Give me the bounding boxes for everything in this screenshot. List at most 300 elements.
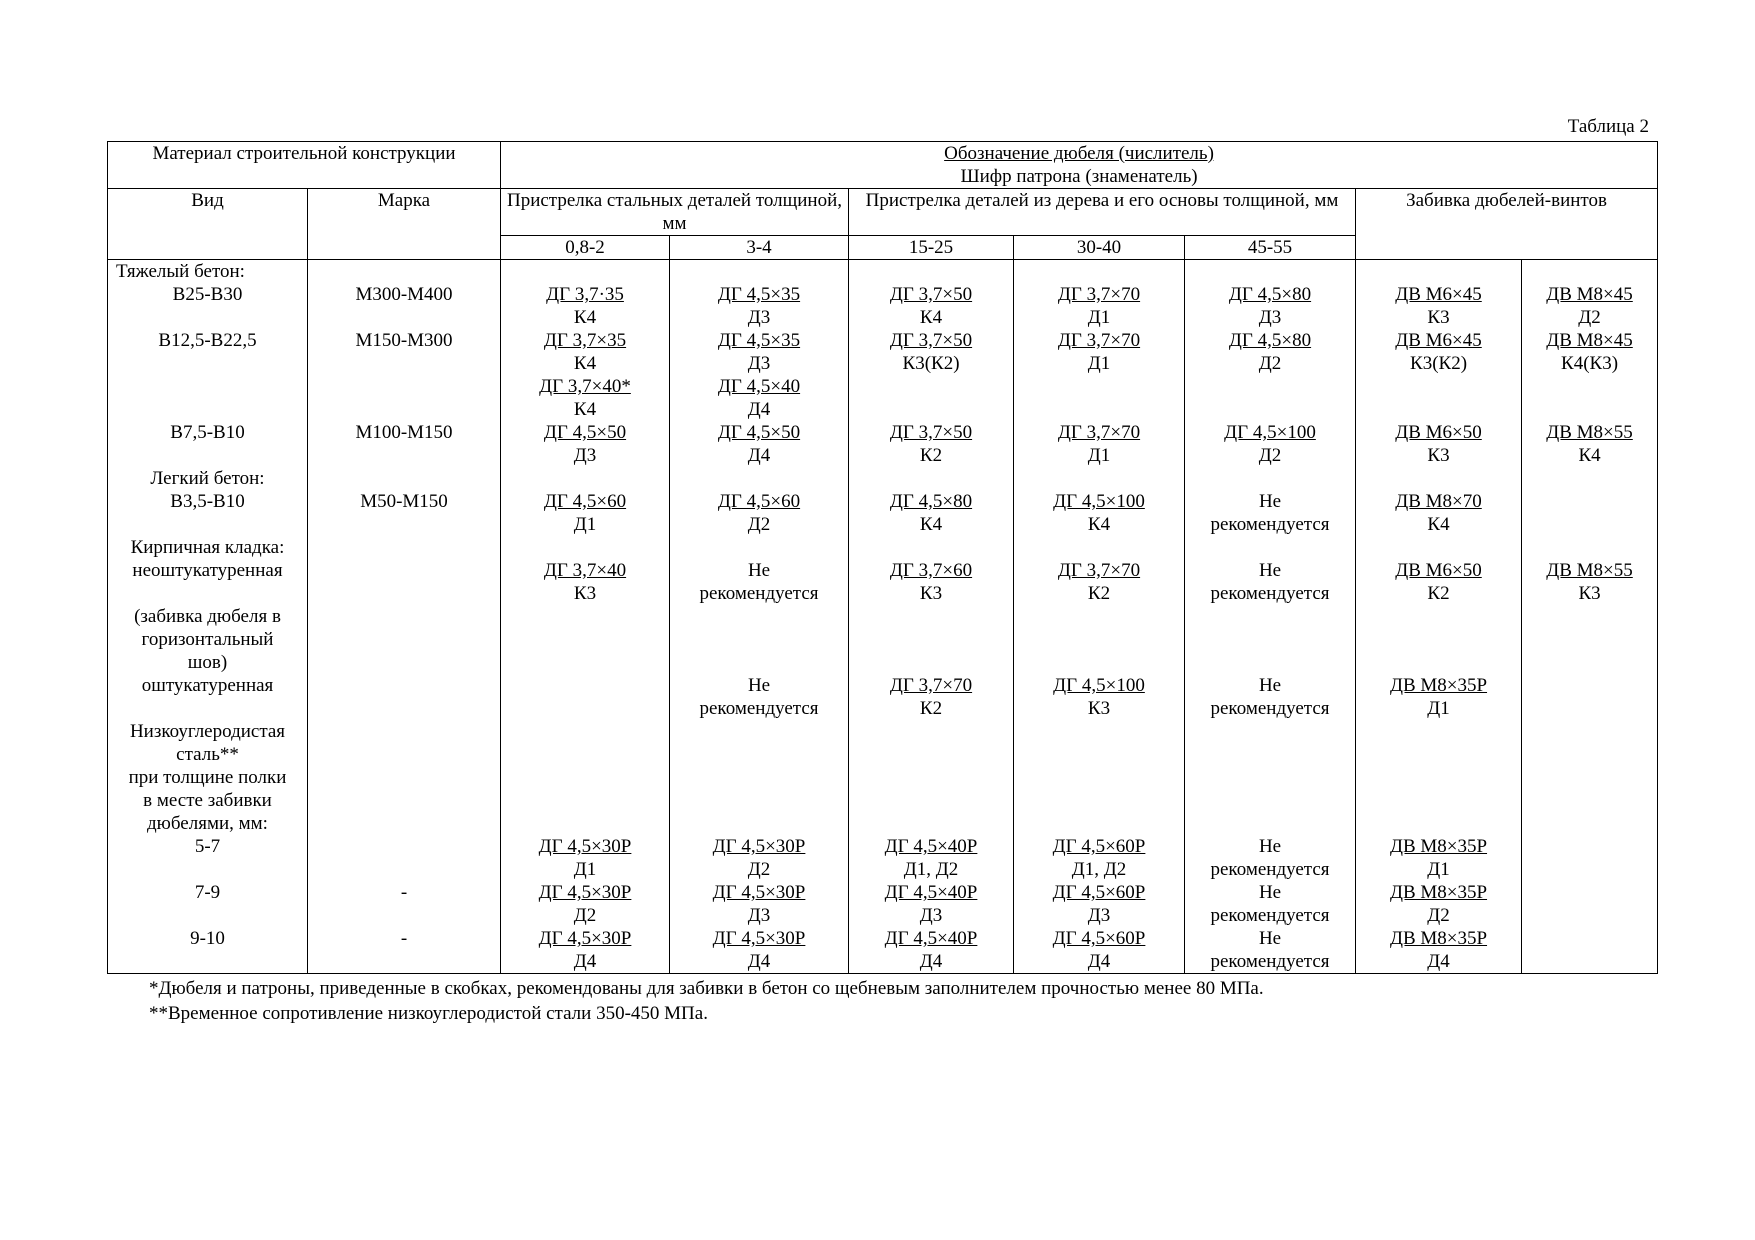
table-cell-line: К3(К2): [1410, 353, 1468, 374]
table-cell-line: Д4: [747, 951, 771, 972]
table-cell-line: Д1: [1087, 307, 1111, 328]
table-cell-line: М50-М150: [360, 491, 448, 512]
table-cell-line: ДГ 3,7×70: [1057, 330, 1141, 351]
table-cell-line: [110, 444, 305, 467]
table-cell-line: К4: [1578, 445, 1601, 466]
table-cell-line: ДГ 4,5×100: [1053, 491, 1145, 512]
table-cell-line: К2: [919, 445, 943, 466]
table-cell-line: [503, 720, 667, 743]
table-cell-line: [1524, 950, 1655, 973]
table-cell-line: [310, 260, 498, 283]
table-cell-line: [310, 375, 498, 398]
table-cell-line: [503, 536, 667, 559]
table-cell-line: [1358, 375, 1519, 398]
table-cell-line: [310, 950, 498, 973]
column-screw-m8: [1522, 260, 1658, 974]
header-designation: [501, 142, 1658, 189]
table-cell-line: [1358, 651, 1519, 674]
table-cell-line: К4: [573, 353, 597, 374]
table-cell-line: [1524, 766, 1655, 789]
table-cell-line: [1016, 260, 1182, 283]
table-cell-line: ДВ М6×45: [1395, 284, 1482, 305]
table-cell-line: Д3: [747, 905, 771, 926]
table-cell-line: ДГ 4,5×60Р: [1052, 928, 1146, 949]
table-cell-line: ДВ М6×50: [1395, 422, 1482, 443]
table-cell-line: рекомендуется: [1210, 905, 1330, 926]
table-cell-line: дюбелями, мм:: [147, 813, 268, 834]
table-cell-line: ДГ 3,7×50: [889, 422, 973, 443]
table-cell-line: [110, 858, 305, 881]
table-cell-line: сталь**: [176, 744, 239, 765]
table-cell-line: [1187, 375, 1353, 398]
table-cell-line: [503, 674, 667, 697]
table-cell-line: К4: [573, 307, 597, 328]
table-cell-line: [1358, 812, 1519, 835]
table-cell-line: К3(К2): [902, 353, 960, 374]
table-cell-line: ДГ 3,7×40: [543, 560, 627, 581]
table-cell-line: Д4: [1427, 951, 1450, 972]
table-cell-line: [672, 743, 846, 766]
table-cell-line: оштукатуренная: [141, 675, 274, 696]
table-cell-line: Д1: [573, 859, 597, 880]
table-cell-line: Д2: [1258, 445, 1282, 466]
table-cell-line: [1187, 605, 1353, 628]
note-2: **Временное сопротивление низкоуглеродистой стали 350-450 МПа.: [149, 1003, 708, 1024]
table-cell-line: [110, 513, 305, 536]
table-cell-line: Д2: [1578, 307, 1601, 328]
table-cell-line: [310, 674, 498, 697]
table-cell-line: ДВ М8×55: [1546, 422, 1633, 443]
table-cell-line: К4: [573, 399, 597, 420]
table-cell-line: К2: [1087, 583, 1111, 604]
table-cell-line: [310, 513, 498, 536]
table-cell-line: ДГ 4,5×80: [1228, 284, 1312, 305]
table-cell-line: [310, 858, 498, 881]
table-cell-line: Д2: [747, 514, 771, 535]
table-cell-line: [1016, 651, 1182, 674]
table-cell-line: [1524, 789, 1655, 812]
table-caption: Таблица 2: [1567, 116, 1649, 137]
table-cell-line: [503, 605, 667, 628]
header-designation-denominator: Шифр патрона (знаменатель): [960, 166, 1198, 187]
table-cell-line: ДГ 4,5×60Р: [1052, 882, 1146, 903]
table-cell-line: рекомендуется: [1210, 698, 1330, 719]
table-cell-line: [1016, 812, 1182, 835]
table-cell-line: ДГ 4,5×80: [889, 491, 973, 512]
table-cell-line: ДГ 4,5×40Р: [884, 928, 978, 949]
table-cell-line: [310, 904, 498, 927]
table-cell-line: ДВ М6×50: [1395, 560, 1482, 581]
table-cell-line: [1187, 720, 1353, 743]
table-cell-line: [503, 766, 667, 789]
table-cell-line: [1524, 398, 1655, 421]
table-cell-line: [503, 812, 667, 835]
table-cell-line: Д3: [573, 445, 597, 466]
table-cell-line: при толщине полки: [128, 767, 287, 788]
column-wood-45-55: [1185, 260, 1356, 974]
table-cell-line: [672, 536, 846, 559]
table-cell-line: 9-10: [190, 928, 225, 949]
table-cell-line: [503, 697, 667, 720]
table-cell-line: [310, 628, 498, 651]
table-cell-line: [503, 743, 667, 766]
table-cell-line: [1358, 720, 1519, 743]
table-cell-line: Не: [747, 675, 771, 696]
table-cell-line: [1524, 881, 1655, 904]
table-cell-line: 7-9: [194, 882, 221, 903]
table-cell-line: Не: [747, 560, 771, 581]
table-cell-line: ДГ 3,7×40*: [539, 376, 631, 397]
table-cell-line: Низкоуглеродистая: [129, 721, 286, 742]
table-cell-line: [1524, 375, 1655, 398]
table-cell-line: ДГ 3,7×70: [1057, 284, 1141, 305]
table-cell-line: [672, 766, 846, 789]
table-cell-line: ДВ М6×45: [1395, 330, 1482, 351]
table-cell-line: [1358, 605, 1519, 628]
column-vid: [108, 260, 308, 974]
table-cell-line: [672, 467, 846, 490]
header-designation-numerator: Обозначение дюбеля (числитель): [944, 143, 1214, 164]
table-cell-line: Не: [1258, 882, 1282, 903]
table-cell-line: Не: [1258, 836, 1282, 857]
table-cell-line: Д4: [747, 445, 771, 466]
table-cell-line: [1524, 927, 1655, 950]
table-cell-line: [672, 789, 846, 812]
table-cell-line: ДГ 4,5×80: [1228, 330, 1312, 351]
table-cell-line: К2: [919, 698, 943, 719]
table-cell-line: [310, 743, 498, 766]
table-cell-line: [851, 536, 1011, 559]
table-cell-line: [672, 812, 846, 835]
table-cell-line: [110, 398, 305, 421]
header-marka: Марка: [308, 189, 501, 260]
table-cell-line: ДГ 4,5×30Р: [712, 836, 806, 857]
table-cell-line: [503, 260, 667, 283]
table-cell-line: [851, 743, 1011, 766]
table-cell-line: [1524, 674, 1655, 697]
table-cell-line: Д2: [573, 905, 597, 926]
table-cell-line: [1524, 536, 1655, 559]
table-cell-line: Не: [1258, 928, 1282, 949]
table-cell-line: горизонтальный: [141, 629, 274, 650]
table-cell-line: Д3: [1258, 307, 1282, 328]
table-cell-line: рекомендуется: [1210, 859, 1330, 880]
table-cell-line: [110, 904, 305, 927]
table-cell-line: ДГ 4,5×35: [717, 284, 801, 305]
table-cell-line: ДГ 4,5×35: [717, 330, 801, 351]
header-thk-0: 0,8-2: [501, 236, 670, 260]
table-cell-line: рекомендуется: [1210, 514, 1330, 535]
table-cell-line: Д4: [919, 951, 943, 972]
table-cell-line: -: [400, 882, 408, 903]
table-cell-line: К4: [919, 514, 943, 535]
table-cell-line: [1016, 605, 1182, 628]
table-cell-line: Д1: [1427, 859, 1450, 880]
table-cell-line: ДВ М8×45: [1546, 284, 1633, 305]
header-steel-group: Пристрелка стальных деталей толщиной, мм: [501, 189, 849, 236]
table-cell-line: Легкий бетон:: [150, 468, 265, 489]
table-cell-line: [851, 812, 1011, 835]
table-cell-line: [310, 605, 498, 628]
table-cell-line: М150-М300: [355, 330, 453, 351]
table-cell-line: [672, 260, 846, 283]
table-cell-line: ДВ М8×35Р: [1389, 675, 1488, 696]
table-cell-line: [851, 766, 1011, 789]
table-cell-line: ДГ 4,5×100: [1224, 422, 1316, 443]
table-cell-line: (забивка дюбеля в: [134, 606, 281, 627]
table-cell-line: [1187, 766, 1353, 789]
note-1: *Дюбеля и патроны, приведенные в скобках, рекомендованы для забивки в бетон со щебневым заполнителем прочностью менее 80 МПа.: [149, 978, 1264, 999]
table-cell-line: М300-М400: [355, 284, 453, 305]
table-cell-line: [110, 582, 305, 605]
column-wood-15-25: [849, 260, 1014, 974]
table-cell-line: в месте забивки: [143, 790, 272, 811]
table-cell-line: [1187, 789, 1353, 812]
table-cell-line: Д3: [919, 905, 943, 926]
table-cell-line: [1524, 720, 1655, 743]
table-cell-line: ДВ М8×45: [1546, 330, 1633, 351]
table-cell-line: [1187, 536, 1353, 559]
table-cell-line: Д1: [1427, 698, 1450, 719]
table-cell-line: ДГ 4,5×60: [717, 491, 801, 512]
table-cell-line: [1358, 467, 1519, 490]
table-cell-line: [1524, 812, 1655, 835]
table-cell-line: [1016, 789, 1182, 812]
column-marka: [308, 260, 501, 974]
table-cell-line: ДГ 4,5×30Р: [712, 882, 806, 903]
table-cell-line: ДГ 3,7×35: [543, 330, 627, 351]
table-cell-line: [1016, 720, 1182, 743]
table-cell-line: Д3: [747, 307, 771, 328]
table-cell-line: Не: [1258, 675, 1282, 696]
column-steel-0-8-2: [501, 260, 670, 974]
table-cell-line: Д3: [1087, 905, 1111, 926]
table-cell-line: [1358, 766, 1519, 789]
table-cell-line: [851, 398, 1011, 421]
table-cell-line: ДГ 4,5×30Р: [538, 928, 632, 949]
table-cell-line: ДВ М8×35Р: [1389, 882, 1488, 903]
table-cell-line: [1187, 651, 1353, 674]
table-cell-line: ДГ 3,7×50: [889, 284, 973, 305]
table-cell-line: К3: [1087, 698, 1111, 719]
table-cell-line: [310, 720, 498, 743]
table-cell-line: [851, 789, 1011, 812]
table-cell-line: Д1, Д2: [1071, 859, 1127, 880]
table-cell-line: ДГ 4,5×50: [717, 422, 801, 443]
table-cell-line: [851, 628, 1011, 651]
table-cell-line: ДГ 4,5×40: [717, 376, 801, 397]
table-cell-line: [1187, 260, 1353, 283]
table-cell-line: ДВ М8×70: [1395, 491, 1482, 512]
header-thk-1: 3-4: [670, 236, 849, 260]
table-cell-line: [1524, 835, 1655, 858]
table-cell-line: [1524, 904, 1655, 927]
table-cell-line: [1358, 743, 1519, 766]
table-cell-line: ДГ 4,5×100: [1053, 675, 1145, 696]
table-cell-line: ДГ 4,5×40Р: [884, 836, 978, 857]
table-cell-line: 5-7: [194, 836, 221, 857]
table-cell-line: К3: [1427, 307, 1450, 328]
table-cell-line: ДВ М8×35Р: [1389, 836, 1488, 857]
table-cell-line: [310, 812, 498, 835]
table-cell-line: [851, 260, 1011, 283]
table-cell-line: ДВ М8×35Р: [1389, 928, 1488, 949]
table-cell-line: К3: [1578, 583, 1601, 604]
table-cell-line: [310, 536, 498, 559]
table-cell-line: ДГ 3,7×70: [1057, 560, 1141, 581]
table-cell-line: ДГ 3,7×70: [889, 675, 973, 696]
table-cell-line: Тяжелый бетон:: [116, 261, 245, 282]
table-cell-line: Д2: [747, 859, 771, 880]
table-cell-line: [1358, 398, 1519, 421]
table-cell-line: Не: [1258, 560, 1282, 581]
table-cell-line: [310, 766, 498, 789]
table-cell-line: [1187, 467, 1353, 490]
table-cell-line: [672, 605, 846, 628]
table-cell-line: [1016, 467, 1182, 490]
table-cell-line: [1187, 628, 1353, 651]
table-cell-line: [310, 835, 498, 858]
table-cell-line: К3: [573, 583, 597, 604]
table-cell-line: [672, 628, 846, 651]
table-cell-line: [310, 651, 498, 674]
table-cell-line: [1016, 375, 1182, 398]
table-cell-line: К3: [919, 583, 943, 604]
column-steel-3-4: [670, 260, 849, 974]
table-cell-line: [1358, 628, 1519, 651]
table-cell-line: [851, 605, 1011, 628]
table-cell-line: Д4: [747, 399, 771, 420]
table-cell-line: ДВ М8×55: [1546, 560, 1633, 581]
table-cell-line: Д1: [573, 514, 597, 535]
table-cell-line: [851, 720, 1011, 743]
table-cell-line: рекомендуется: [699, 583, 819, 604]
table-cell-line: [1524, 628, 1655, 651]
table-cell-line: -: [400, 928, 408, 949]
table-cell-line: рекомендуется: [1210, 583, 1330, 604]
table-cell-line: [310, 444, 498, 467]
table-cell-line: Д2: [1427, 905, 1450, 926]
table-cell-line: К4: [1087, 514, 1111, 535]
table-cell-line: [1016, 536, 1182, 559]
table-cell-line: [1187, 812, 1353, 835]
table-cell-line: К4: [1427, 514, 1450, 535]
table-cell-line: В7,5-В10: [170, 422, 245, 443]
table-cell-line: ДГ 3,7·35: [546, 284, 624, 305]
table-cell-line: [310, 398, 498, 421]
table-cell-line: Не: [1258, 491, 1282, 512]
table-cell-line: К4(К3): [1561, 353, 1619, 374]
table-cell-line: В25-В30: [172, 284, 243, 305]
table-cell-line: [1016, 743, 1182, 766]
table-cell-line: [310, 697, 498, 720]
table-cell-line: [1358, 789, 1519, 812]
table-cell-line: Д3: [747, 353, 771, 374]
table-cell-line: рекомендуется: [699, 698, 819, 719]
document-page: [107, 115, 1657, 1026]
table-cell-line: К2: [1427, 583, 1450, 604]
table-cell-line: [1016, 628, 1182, 651]
table-cell-line: [310, 582, 498, 605]
header-material: Материал строительной конструкции: [108, 142, 501, 189]
table-cell-line: ДГ 4,5×30Р: [538, 836, 632, 857]
header-thk-2: 15-25: [849, 236, 1014, 260]
table-cell-line: [1016, 766, 1182, 789]
table-cell-line: [1524, 605, 1655, 628]
table-cell-line: [851, 375, 1011, 398]
header-wood-group: Пристрелка деталей из дерева и его основы толщиной, мм: [849, 189, 1356, 236]
table-cell-line: Д1: [1087, 353, 1111, 374]
table-cell-line: ДГ 4,5×60: [543, 491, 627, 512]
table-cell-line: [1358, 260, 1519, 283]
table-cell-line: [503, 467, 667, 490]
table-cell-line: [310, 467, 498, 490]
header-thk-4: 45-55: [1185, 236, 1356, 260]
table-cell-line: ДГ 4,5×30Р: [538, 882, 632, 903]
table-cell-line: [110, 950, 305, 973]
table-cell-line: [672, 720, 846, 743]
table-cell-line: ДГ 3,7×70: [1057, 422, 1141, 443]
table-notes: [107, 976, 1657, 1026]
table-cell-line: [1187, 398, 1353, 421]
table-cell-line: [503, 628, 667, 651]
table-cell-line: [1524, 858, 1655, 881]
table-cell-line: [110, 352, 305, 375]
table-cell-line: [1524, 260, 1655, 283]
table-cell-line: [851, 467, 1011, 490]
table-cell-line: ДГ 4,5×40Р: [884, 882, 978, 903]
table-cell-line: В3,5-В10: [170, 491, 245, 512]
table-cell-line: Д1, Д2: [903, 859, 959, 880]
table-cell-line: М100-М150: [355, 422, 453, 443]
table-cell-line: ДГ 3,7×60: [889, 560, 973, 581]
dowel-table: [107, 141, 1658, 974]
table-cell-line: [310, 789, 498, 812]
table-cell-line: [1524, 651, 1655, 674]
table-cell-line: неоштукатуренная: [132, 560, 283, 581]
table-cell-line: рекомендуется: [1210, 951, 1330, 972]
table-cell-line: [1016, 398, 1182, 421]
table-cell-line: [503, 651, 667, 674]
table-cell-line: ДГ 4,5×50: [543, 422, 627, 443]
table-cell-line: Д4: [1087, 951, 1111, 972]
table-cell-line: [110, 306, 305, 329]
header-thk-3: 30-40: [1014, 236, 1185, 260]
table-cell-line: К3: [1427, 445, 1450, 466]
table-cell-line: [1524, 490, 1655, 513]
header-screw-group: Забивка дюбелей-винтов: [1356, 189, 1658, 260]
table-cell-line: ДГ 4,5×30Р: [712, 928, 806, 949]
table-cell-line: [1524, 467, 1655, 490]
table-cell-line: [1524, 697, 1655, 720]
table-cell-line: [1524, 743, 1655, 766]
table-cell-line: [672, 651, 846, 674]
table-cell-line: [851, 651, 1011, 674]
table-cell-line: К4: [919, 307, 943, 328]
table-cell-line: [110, 697, 305, 720]
table-cell-line: [110, 375, 305, 398]
table-cell-line: [310, 306, 498, 329]
table-cell-line: [310, 559, 498, 582]
table-cell-line: [1524, 513, 1655, 536]
table-cell-line: шов): [187, 652, 228, 673]
table-cell-line: Д4: [573, 951, 597, 972]
table-cell-line: Кирпичная кладка:: [130, 537, 285, 558]
header-vid: Вид: [108, 189, 308, 260]
table-cell-line: ДГ 3,7×50: [889, 330, 973, 351]
table-cell-line: [310, 352, 498, 375]
table-cell-line: Д1: [1087, 445, 1111, 466]
